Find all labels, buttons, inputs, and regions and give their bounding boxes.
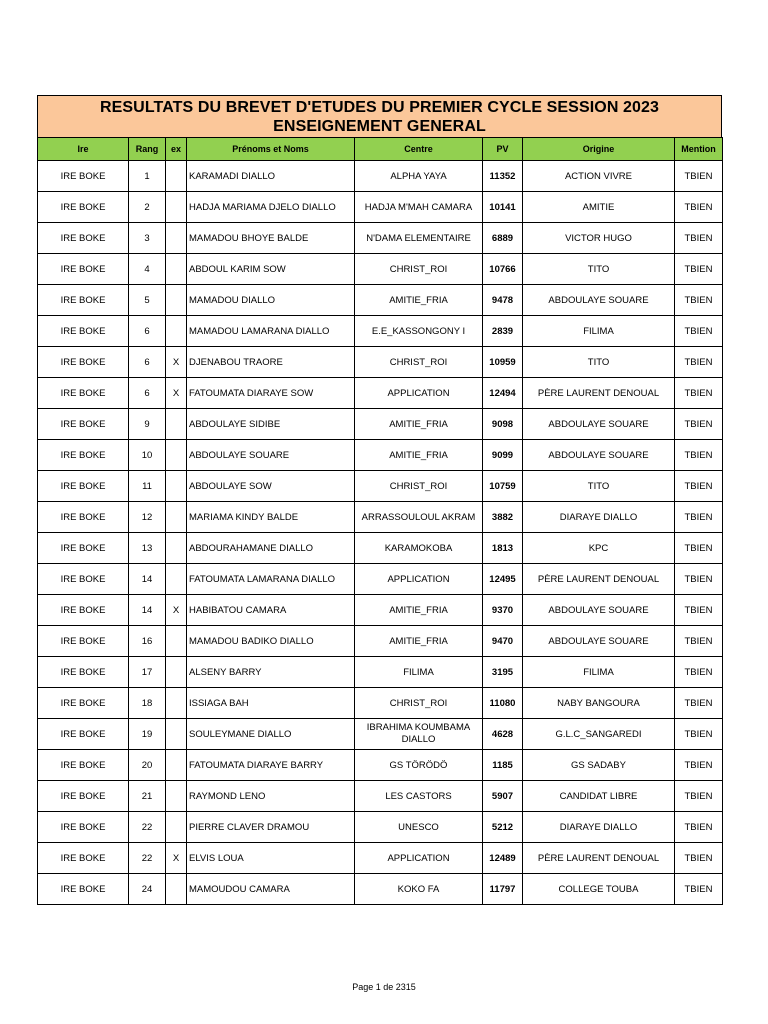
cell-pv: 10766 [483,254,523,285]
cell-ex [166,254,187,285]
table-row [38,378,723,409]
cell-origine: ABDOULAYE SOUARE [523,285,675,316]
cell-rang: 22 [129,843,166,874]
cell-ex: X [166,595,187,626]
cell-ex [166,781,187,812]
cell-ex [166,564,187,595]
cell-mention: TBIEN [675,223,723,254]
cell-ex [166,750,187,781]
cell-nom: MAMADOU DIALLO [187,285,355,316]
cell-centre: AMITIE_FRIA [355,626,483,657]
cell-origine: FILIMA [523,657,675,688]
cell-ire: IRE BOKE [38,750,129,781]
cell-mention: TBIEN [675,688,723,719]
column-header-nom: Prénoms et Noms [187,138,355,161]
cell-origine: TITO [523,471,675,502]
column-header-ex: ex [166,138,187,161]
cell-origine: DIARAYE DIALLO [523,502,675,533]
cell-ex [166,874,187,905]
cell-centre: KOKO FA [355,874,483,905]
cell-origine: PÈRE LAURENT DENOUAL [523,843,675,874]
cell-origine: TITO [523,347,675,378]
cell-ire: IRE BOKE [38,781,129,812]
cell-pv: 5212 [483,812,523,843]
cell-origine: ABDOULAYE SOUARE [523,440,675,471]
cell-mention: TBIEN [675,316,723,347]
cell-pv: 9370 [483,595,523,626]
cell-centre: APPLICATION [355,843,483,874]
table-row [38,688,723,719]
cell-pv: 10959 [483,347,523,378]
cell-mention: TBIEN [675,533,723,564]
document-subtitle: ENSEIGNEMENT GENERAL [273,117,486,135]
cell-nom: ABDOULAYE SOUARE [187,440,355,471]
cell-pv: 5907 [483,781,523,812]
cell-origine: GS SADABY [523,750,675,781]
cell-ex: X [166,843,187,874]
cell-origine: DIARAYE DIALLO [523,812,675,843]
table-row [38,781,723,812]
cell-origine: PÈRE LAURENT DENOUAL [523,564,675,595]
cell-nom: MAMADOU LAMARANA DIALLO [187,316,355,347]
cell-ire: IRE BOKE [38,843,129,874]
cell-ex [166,440,187,471]
cell-rang: 5 [129,285,166,316]
cell-rang: 3 [129,223,166,254]
cell-nom: ELVIS LOUA [187,843,355,874]
cell-centre: UNESCO [355,812,483,843]
cell-mention: TBIEN [675,409,723,440]
cell-mention: TBIEN [675,285,723,316]
cell-ex: X [166,378,187,409]
cell-origine: PÈRE LAURENT DENOUAL [523,378,675,409]
cell-rang: 22 [129,812,166,843]
cell-ire: IRE BOKE [38,657,129,688]
cell-rang: 11 [129,471,166,502]
cell-pv: 12494 [483,378,523,409]
cell-rang: 6 [129,316,166,347]
cell-ire: IRE BOKE [38,719,129,750]
cell-centre: CHRIST_ROI [355,254,483,285]
cell-origine: COLLEGE TOUBA [523,874,675,905]
table-row [38,440,723,471]
cell-nom: MAMADOU BADIKO DIALLO [187,626,355,657]
column-header-origine: Origine [523,138,675,161]
cell-ire: IRE BOKE [38,192,129,223]
cell-pv: 4628 [483,719,523,750]
cell-pv: 6889 [483,223,523,254]
table-row [38,223,723,254]
cell-centre: AMITIE_FRIA [355,440,483,471]
cell-ex [166,533,187,564]
cell-ire: IRE BOKE [38,626,129,657]
table-row [38,719,723,750]
cell-ex [166,192,187,223]
cell-rang: 14 [129,564,166,595]
cell-centre: FILIMA [355,657,483,688]
cell-nom: MARIAMA KINDY BALDE [187,502,355,533]
table-row [38,843,723,874]
cell-ex [166,688,187,719]
results-sheet [37,95,722,905]
cell-mention: TBIEN [675,471,723,502]
cell-rang: 20 [129,750,166,781]
cell-mention: TBIEN [675,626,723,657]
table-row [38,626,723,657]
table-row [38,192,723,223]
cell-nom: ABDOUL KARIM SOW [187,254,355,285]
cell-mention: TBIEN [675,564,723,595]
cell-ex [166,657,187,688]
cell-origine: ACTION VIVRE [523,161,675,192]
cell-pv: 11352 [483,161,523,192]
cell-ire: IRE BOKE [38,285,129,316]
column-header-mention: Mention [675,138,723,161]
cell-pv: 3882 [483,502,523,533]
cell-centre: AMITIE_FRIA [355,595,483,626]
cell-ire: IRE BOKE [38,347,129,378]
cell-pv: 9099 [483,440,523,471]
cell-pv: 10759 [483,471,523,502]
cell-pv: 11797 [483,874,523,905]
cell-centre: ARRASSOULOUL AKRAM [355,502,483,533]
cell-rang: 4 [129,254,166,285]
cell-nom: ABDOULAYE SIDIBE [187,409,355,440]
cell-centre: ALPHA YAYA [355,161,483,192]
cell-mention: TBIEN [675,812,723,843]
cell-pv: 2839 [483,316,523,347]
cell-rang: 2 [129,192,166,223]
cell-ire: IRE BOKE [38,812,129,843]
cell-rang: 18 [129,688,166,719]
table-row [38,471,723,502]
cell-origine: AMITIE [523,192,675,223]
cell-rang: 13 [129,533,166,564]
cell-rang: 24 [129,874,166,905]
cell-origine: VICTOR HUGO [523,223,675,254]
cell-ire: IRE BOKE [38,440,129,471]
title-band [37,95,722,137]
cell-ire: IRE BOKE [38,316,129,347]
cell-nom: FATOUMATA DIARAYE SOW [187,378,355,409]
cell-origine: ABDOULAYE SOUARE [523,595,675,626]
cell-nom: SOULEYMANE DIALLO [187,719,355,750]
cell-pv: 3195 [483,657,523,688]
cell-pv: 1185 [483,750,523,781]
cell-rang: 16 [129,626,166,657]
table-row [38,285,723,316]
cell-ex [166,316,187,347]
cell-nom: KARAMADI DIALLO [187,161,355,192]
cell-pv: 9470 [483,626,523,657]
page-footer: Page 1 de 2315 [352,982,416,992]
cell-rang: 1 [129,161,166,192]
cell-mention: TBIEN [675,719,723,750]
cell-nom: ISSIAGA BAH [187,688,355,719]
cell-ex [166,409,187,440]
table-row [38,750,723,781]
cell-ire: IRE BOKE [38,564,129,595]
table-row [38,161,723,192]
table-row [38,564,723,595]
cell-nom: MAMADOU BHOYE BALDE [187,223,355,254]
cell-centre: CHRIST_ROI [355,471,483,502]
cell-rang: 6 [129,347,166,378]
cell-ex [166,471,187,502]
cell-ex: X [166,347,187,378]
cell-centre: AMITIE_FRIA [355,285,483,316]
cell-origine: KPC [523,533,675,564]
cell-ire: IRE BOKE [38,409,129,440]
cell-origine: TITO [523,254,675,285]
cell-nom: MAMOUDOU CAMARA [187,874,355,905]
column-header-ire: Ire [38,138,129,161]
table-row [38,502,723,533]
table-row [38,347,723,378]
cell-mention: TBIEN [675,874,723,905]
cell-mention: TBIEN [675,750,723,781]
cell-rang: 14 [129,595,166,626]
cell-centre: GS TÖRÖDÖ [355,750,483,781]
results-table [37,137,723,905]
cell-ire: IRE BOKE [38,378,129,409]
cell-mention: TBIEN [675,781,723,812]
cell-rang: 19 [129,719,166,750]
cell-ire: IRE BOKE [38,874,129,905]
cell-nom: ABDOULAYE SOW [187,471,355,502]
cell-nom: HADJA MARIAMA DJELO DIALLO [187,192,355,223]
table-row [38,533,723,564]
table-body [38,161,723,905]
cell-origine: FILIMA [523,316,675,347]
column-header-pv: PV [483,138,523,161]
cell-pv: 11080 [483,688,523,719]
cell-origine: CANDIDAT LIBRE [523,781,675,812]
cell-pv: 10141 [483,192,523,223]
cell-nom: ALSENY BARRY [187,657,355,688]
cell-rang: 17 [129,657,166,688]
table-header-row [38,138,723,161]
cell-mention: TBIEN [675,347,723,378]
cell-ex [166,502,187,533]
cell-rang: 12 [129,502,166,533]
cell-pv: 9098 [483,409,523,440]
cell-mention: TBIEN [675,254,723,285]
cell-mention: TBIEN [675,843,723,874]
table-row [38,657,723,688]
cell-nom: ABDOURAHAMANE DIALLO [187,533,355,564]
cell-pv: 1813 [483,533,523,564]
cell-pv: 9478 [483,285,523,316]
cell-rang: 21 [129,781,166,812]
cell-origine: ABDOULAYE SOUARE [523,409,675,440]
cell-mention: TBIEN [675,502,723,533]
cell-mention: TBIEN [675,161,723,192]
cell-ire: IRE BOKE [38,533,129,564]
cell-ire: IRE BOKE [38,161,129,192]
cell-rang: 10 [129,440,166,471]
cell-mention: TBIEN [675,595,723,626]
cell-mention: TBIEN [675,657,723,688]
cell-mention: TBIEN [675,378,723,409]
cell-pv: 12489 [483,843,523,874]
cell-pv: 12495 [483,564,523,595]
cell-ex [166,223,187,254]
cell-centre: CHRIST_ROI [355,688,483,719]
cell-origine: G.L.C_SANGAREDI [523,719,675,750]
cell-centre: KARAMOKOBA [355,533,483,564]
table-row [38,254,723,285]
cell-nom: FATOUMATA DIARAYE BARRY [187,750,355,781]
cell-centre: APPLICATION [355,564,483,595]
cell-centre: AMITIE_FRIA [355,409,483,440]
cell-ex [166,719,187,750]
column-header-rang: Rang [129,138,166,161]
cell-nom: FATOUMATA LAMARANA DIALLO [187,564,355,595]
cell-centre: LES CASTORS [355,781,483,812]
cell-rang: 9 [129,409,166,440]
cell-rang: 6 [129,378,166,409]
cell-ex [166,161,187,192]
cell-ex [166,285,187,316]
cell-nom: RAYMOND LENO [187,781,355,812]
cell-centre: APPLICATION [355,378,483,409]
cell-nom: DJENABOU TRAORE [187,347,355,378]
table-row [38,316,723,347]
cell-ire: IRE BOKE [38,688,129,719]
table-row [38,595,723,626]
cell-ex [166,812,187,843]
cell-centre: E.E_KASSONGONY I [355,316,483,347]
cell-mention: TBIEN [675,192,723,223]
cell-ire: IRE BOKE [38,223,129,254]
cell-ex [166,626,187,657]
cell-centre: CHRIST_ROI [355,347,483,378]
cell-ire: IRE BOKE [38,595,129,626]
cell-ire: IRE BOKE [38,254,129,285]
cell-origine: NABY BANGOURA [523,688,675,719]
cell-centre: IBRAHIMA KOUMBAMA DIALLO [355,719,483,750]
cell-ire: IRE BOKE [38,471,129,502]
table-row [38,409,723,440]
cell-centre: HADJA M'MAH CAMARA [355,192,483,223]
document-title: RESULTATS DU BREVET D'ETUDES DU PREMIER CYCLE SESSION 2023 [99,98,660,116]
column-header-centre: Centre [355,138,483,161]
table-row [38,874,723,905]
cell-nom: HABIBATOU CAMARA [187,595,355,626]
cell-centre: N'DAMA ELEMENTAIRE [355,223,483,254]
table-row [38,812,723,843]
cell-ire: IRE BOKE [38,502,129,533]
cell-origine: ABDOULAYE SOUARE [523,626,675,657]
cell-nom: PIERRE CLAVER DRAMOU [187,812,355,843]
cell-mention: TBIEN [675,440,723,471]
